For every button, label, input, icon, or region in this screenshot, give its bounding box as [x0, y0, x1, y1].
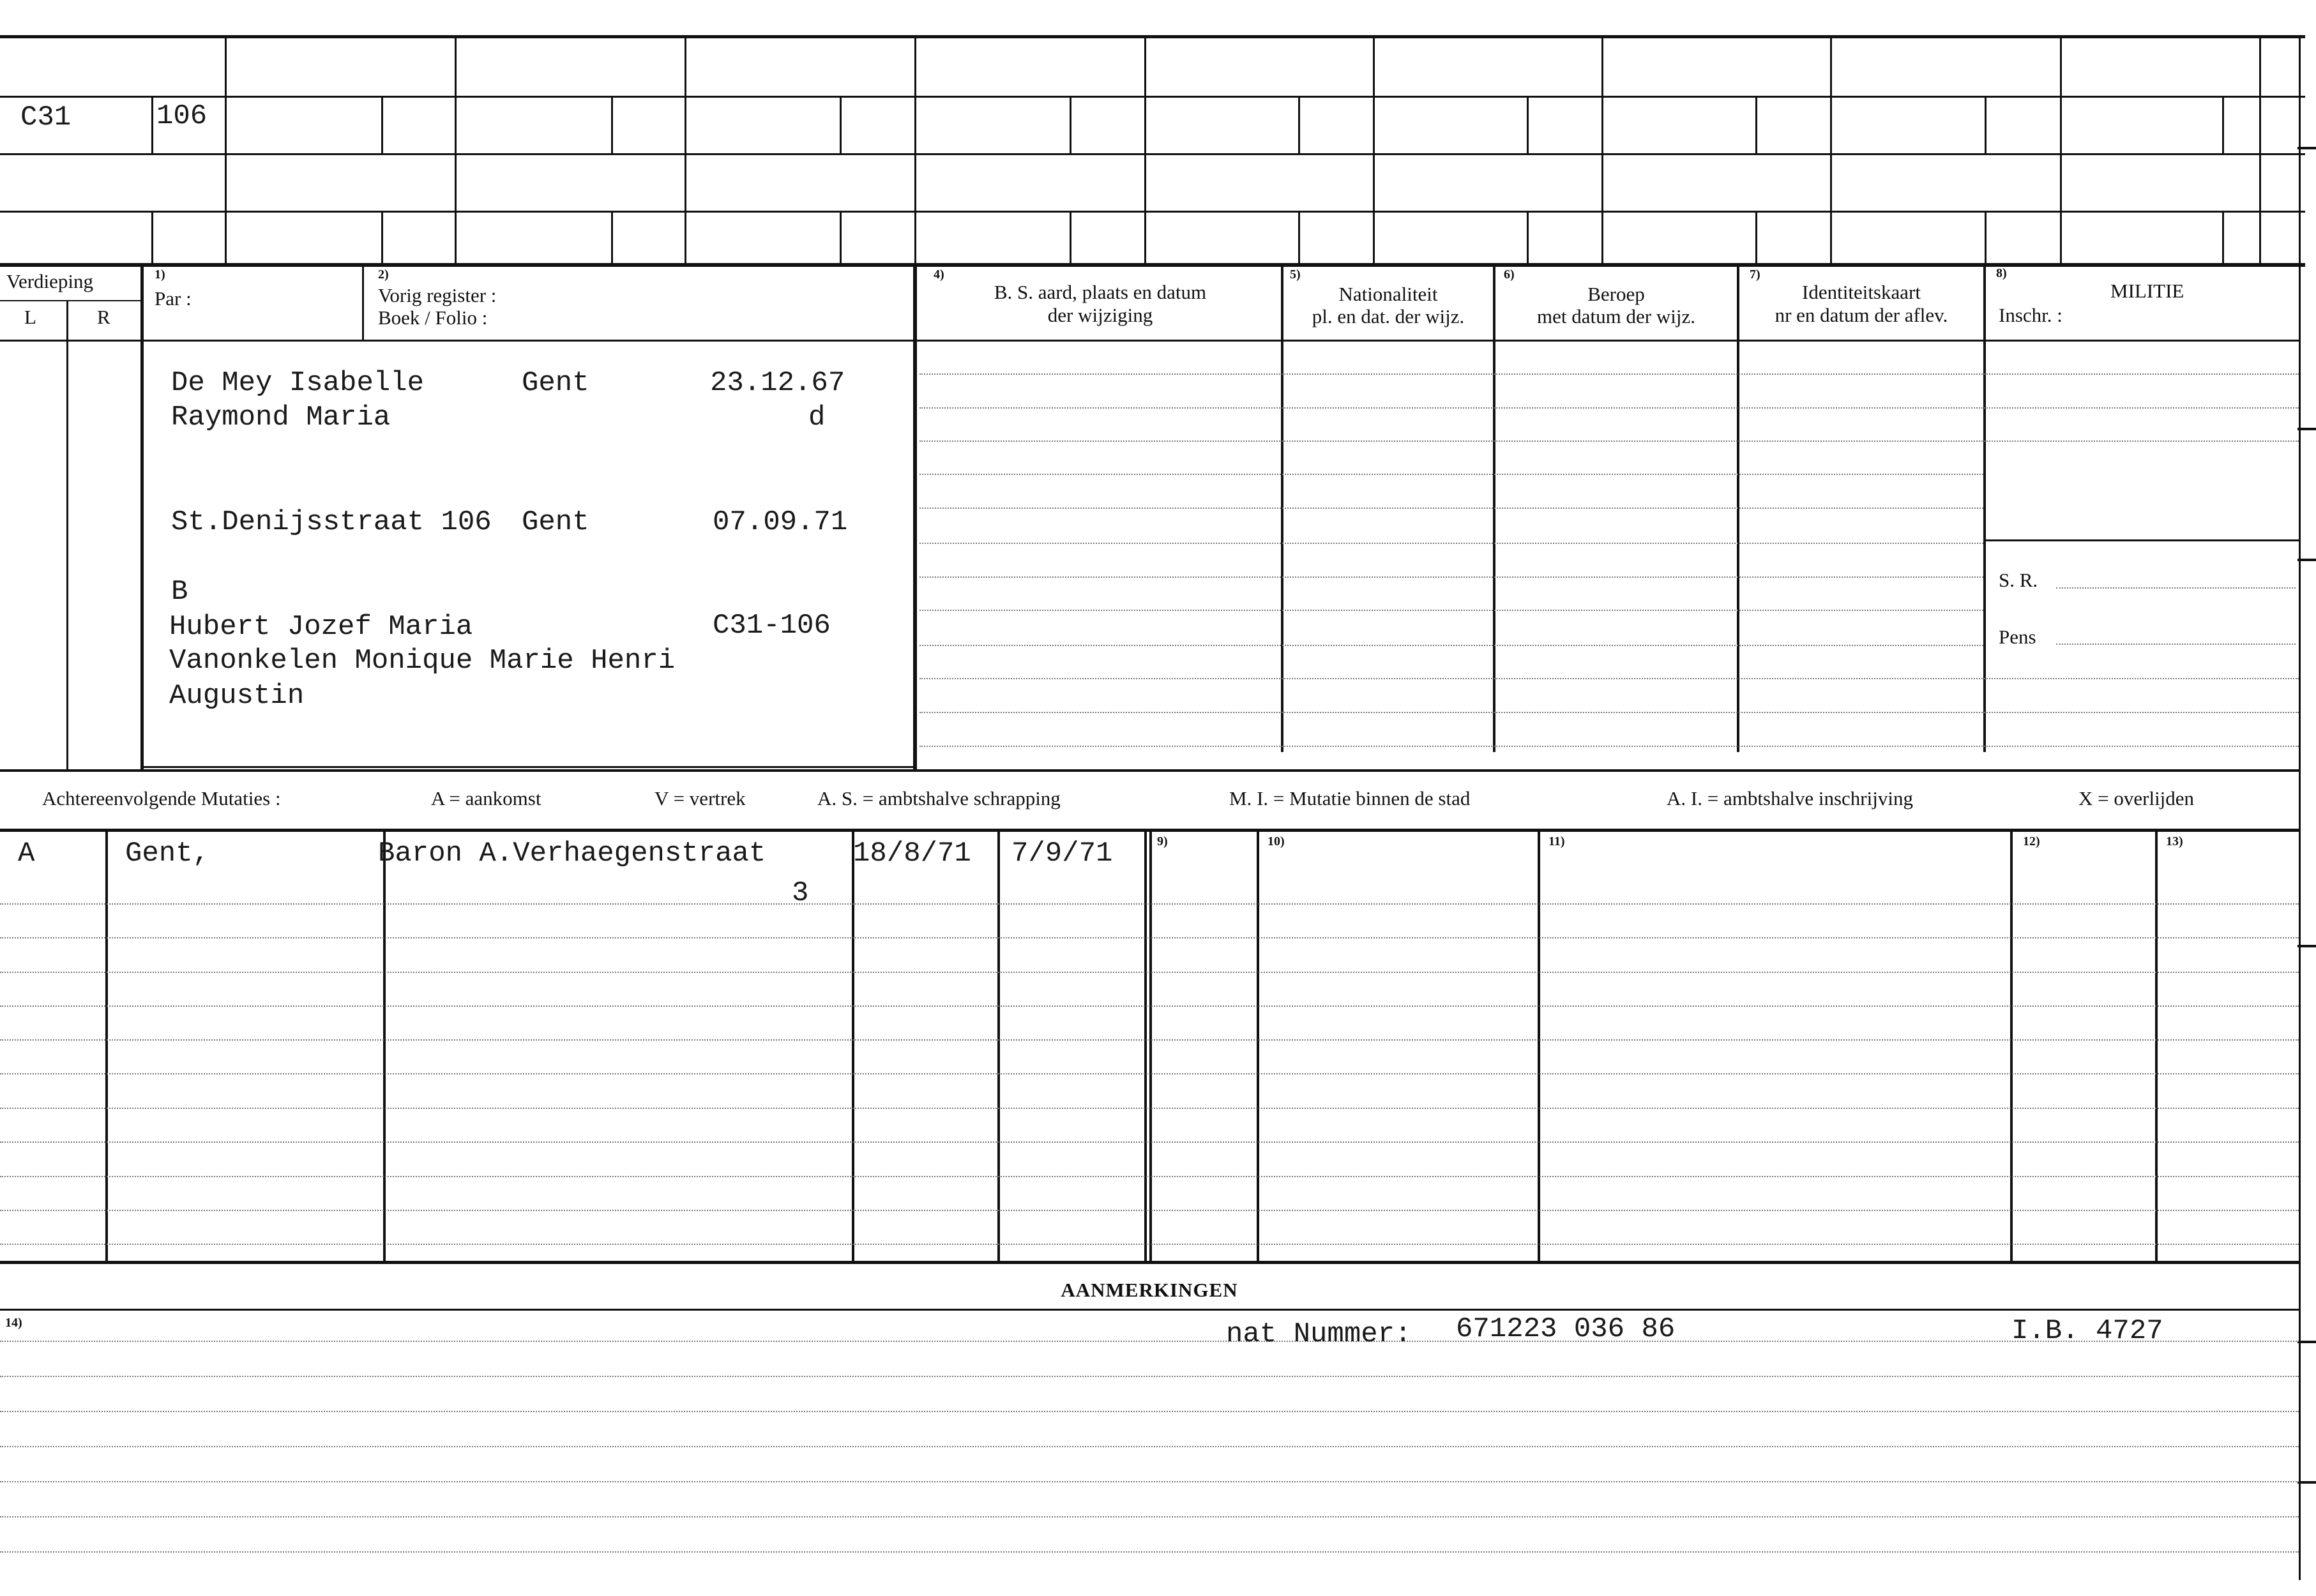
- birth-place: Gent: [522, 367, 589, 399]
- mutation-date-1: 18/8/71: [853, 838, 971, 870]
- mutations-vline: [105, 830, 108, 1263]
- mutation-dotted-row: [0, 1108, 2299, 1109]
- col1-number: 1): [155, 267, 165, 282]
- top-grid-tick: [1755, 212, 1757, 264]
- mutations-vline: [852, 830, 854, 1263]
- mutations-vline: [1257, 830, 1259, 1263]
- legend-mi: M. I. = Mutatie binnen de stad: [1229, 787, 1471, 809]
- mutation-dotted-row: [0, 1073, 2299, 1074]
- top-grid-tick: [611, 212, 613, 264]
- dotted-row: [920, 373, 2299, 375]
- address-date: 07.09.71: [713, 506, 848, 538]
- top-grid-tick: [1298, 212, 1300, 264]
- top-grid-tick: [1070, 97, 1071, 153]
- bs-aard-label: B. S. aard, plaats en datum: [994, 281, 1207, 303]
- top-grid-tick: [151, 97, 153, 153]
- top-grid-vline: [225, 35, 227, 265]
- top-grid-tick: [1755, 97, 1757, 153]
- remarks-dotted-row: [0, 1516, 2299, 1517]
- dotted-row: [920, 440, 2299, 442]
- boek-folio-label: Boek / Folio :: [378, 306, 488, 329]
- col12-number: 12): [2023, 834, 2040, 848]
- dotted-row: [920, 712, 2299, 713]
- block-number: 106: [156, 100, 208, 132]
- mutation-date-2: 7/9/71: [1011, 838, 1113, 870]
- ib-number: I.B. 4727: [2011, 1315, 2163, 1347]
- top-grid-vline: [685, 35, 686, 265]
- beroep-label: Beroep: [1587, 283, 1645, 305]
- top-grid-tick: [381, 97, 383, 153]
- top-grid-vline: [1373, 35, 1375, 265]
- mutation-dotted-row: [0, 1141, 2299, 1143]
- address: St.Denijsstraat 106: [171, 506, 492, 538]
- par-label: Par :: [155, 287, 192, 310]
- militie-sep-line: [1986, 539, 2299, 541]
- top-block-bottom-line: [0, 263, 2305, 267]
- col7-number: 7): [1750, 267, 1760, 282]
- legend-v: V = vertrek: [655, 787, 746, 809]
- main-bottom-line: [0, 769, 2299, 772]
- top-grid-tick: [840, 212, 842, 264]
- mutation-dotted-row: [0, 1005, 2299, 1007]
- person-name: De Mey Isabelle: [171, 367, 425, 399]
- mutations-vline: [2155, 830, 2158, 1263]
- vorig-register-label: Vorig register :: [378, 284, 497, 306]
- col13-number: 13): [2166, 834, 2183, 848]
- top-row-line: [0, 211, 2305, 213]
- col9-number: 9): [1157, 834, 1168, 848]
- mutation-dotted-row: [0, 1176, 2299, 1177]
- pens-dotted-line: [2056, 644, 2296, 645]
- person-middle-names: Raymond Maria: [171, 402, 391, 433]
- father-name: Hubert Jozef Maria: [169, 611, 473, 643]
- remarks-dotted-row: [0, 1341, 2299, 1342]
- top-grid-tick: [1985, 97, 1987, 153]
- mutations-legend-title: Achtereenvolgende Mutaties :: [42, 787, 281, 809]
- top-grid-vline: [1601, 35, 1603, 265]
- top-grid-tick: [1298, 97, 1300, 153]
- beroep-sub-label: met datum der wijz.: [1537, 305, 1695, 327]
- verdieping-label: Verdieping: [6, 270, 94, 292]
- address-city: Gent: [522, 506, 589, 538]
- mutation-dotted-row: [0, 903, 2299, 905]
- national-number: 671223 036 86: [1456, 1313, 1676, 1345]
- dotted-row: [920, 508, 1983, 509]
- mother-name: Vanonkelen Monique Marie Henri: [169, 645, 676, 677]
- mother-name-cont: Augustin: [169, 680, 305, 712]
- identiteitskaart-sub-label: nr en datum der aflev.: [1775, 304, 1948, 326]
- mutations-vline: [1538, 830, 1540, 1263]
- top-grid-vline: [914, 35, 916, 265]
- main-left-bottom-line: [142, 766, 916, 768]
- col2-number: 2): [378, 267, 389, 282]
- mutations-vline: [1149, 830, 1152, 1263]
- top-grid-tick: [1985, 212, 1987, 264]
- remarks-top-line: [0, 1309, 2299, 1311]
- top-grid-vline: [1830, 35, 1832, 265]
- header-vline: [1493, 267, 1495, 752]
- header-vline: [1281, 267, 1283, 752]
- top-grid-vline: [2259, 35, 2261, 265]
- col6-number: 6): [1504, 267, 1515, 282]
- dotted-row: [920, 678, 2299, 679]
- national-number-label: nat Nummer:: [1226, 1318, 1412, 1350]
- dotted-row: [920, 645, 1983, 646]
- sr-label: S. R.: [1999, 569, 2038, 591]
- header-vline: [362, 267, 364, 341]
- remarks-title: AANMERKINGEN: [1061, 1279, 1238, 1301]
- mutation-dotted-row: [0, 1210, 2299, 1211]
- top-grid-tick: [1527, 97, 1529, 153]
- remarks-dotted-row: [0, 1446, 2299, 1447]
- remarks-dotted-row: [0, 1551, 2299, 1553]
- mutation-dotted-row: [0, 1039, 2299, 1041]
- col8-number: 8): [1996, 266, 2007, 280]
- verdieping-sep-line: [0, 300, 140, 301]
- dotted-row: [920, 543, 1983, 544]
- nationaliteit-sub-label: pl. en dat. der wijz.: [1312, 305, 1465, 327]
- inschr-label: Inschr. :: [1999, 304, 2062, 326]
- mutation-city: Gent,: [125, 838, 210, 870]
- header-vline: [140, 267, 144, 771]
- verdieping-r-label: R: [97, 306, 110, 328]
- top-grid-vline: [1144, 35, 1146, 265]
- top-grid-tick: [840, 97, 842, 153]
- mutations-vline: [2010, 830, 2013, 1263]
- mutation-dotted-row: [0, 1244, 2299, 1245]
- header-vline: [1983, 267, 1986, 752]
- top-grid-vline: [455, 35, 457, 265]
- mutation-dotted-row: [0, 972, 2299, 973]
- top-grid-tick: [1070, 212, 1071, 264]
- col5-number: 5): [1290, 267, 1301, 282]
- header-vline: [913, 267, 917, 771]
- right-edge-line: [2299, 35, 2301, 1580]
- mutations-vline: [1144, 830, 1147, 1263]
- remarks-dotted-row: [0, 1481, 2299, 1482]
- mutation-dotted-row: [0, 937, 2299, 938]
- legend-ai: A. I. = ambtshalve inschrijving: [1667, 787, 1913, 809]
- legend-a: A = aankomst: [431, 787, 541, 809]
- col4-number: 4): [934, 267, 944, 282]
- dotted-row: [920, 474, 1983, 475]
- birth-date: 23.12.67: [710, 367, 845, 399]
- mutations-vline: [383, 830, 386, 1263]
- b-code: B: [171, 576, 188, 608]
- col10-number: 10): [1268, 834, 1285, 848]
- militie-label: MILITIE: [2110, 280, 2184, 302]
- top-grid-tick: [151, 212, 153, 264]
- top-grid-tick: [2222, 97, 2224, 153]
- top-border-line: [0, 35, 2305, 38]
- pens-label: Pens: [1999, 626, 2036, 648]
- top-grid-tick: [381, 212, 383, 264]
- top-grid-vline: [2060, 35, 2062, 265]
- remarks-dotted-row: [0, 1411, 2299, 1412]
- mutations-vline: [997, 830, 1000, 1263]
- block-code: C31: [20, 102, 72, 133]
- legend-x: X = overlijden: [2078, 787, 2195, 809]
- sr-dotted-line: [2056, 587, 2296, 589]
- gender-code: d: [808, 402, 826, 433]
- verdieping-l-label: L: [24, 306, 36, 328]
- mutation-type: A: [18, 838, 35, 870]
- remarks-number: 14): [5, 1316, 22, 1330]
- header-vline: [1737, 267, 1739, 752]
- header-vline: [66, 301, 68, 771]
- top-grid-tick: [611, 97, 613, 153]
- legend-as: A. S. = ambtshalve schrapping: [817, 787, 1061, 809]
- top-row-line: [0, 153, 2305, 155]
- reference-code: C31-106: [713, 610, 831, 642]
- dotted-row: [920, 610, 1983, 611]
- top-row-line: [0, 96, 2305, 98]
- top-grid-tick: [2222, 212, 2224, 264]
- remarks-dotted-row: [0, 1376, 2299, 1377]
- identiteitskaart-label: Identiteitskaart: [1802, 281, 1921, 303]
- dotted-row: [920, 746, 2299, 747]
- mutation-street: Baron A.Verhaegenstraat: [378, 838, 766, 870]
- dotted-row: [920, 407, 2299, 409]
- dotted-row: [920, 576, 1983, 578]
- header-bottom-line: [0, 340, 2299, 342]
- col11-number: 11): [1548, 834, 1565, 848]
- wijziging-label: der wijziging: [1047, 304, 1153, 326]
- nationaliteit-label: Nationaliteit: [1338, 283, 1438, 305]
- mutation-house-number: 3: [792, 877, 809, 909]
- top-grid-tick: [1527, 212, 1529, 264]
